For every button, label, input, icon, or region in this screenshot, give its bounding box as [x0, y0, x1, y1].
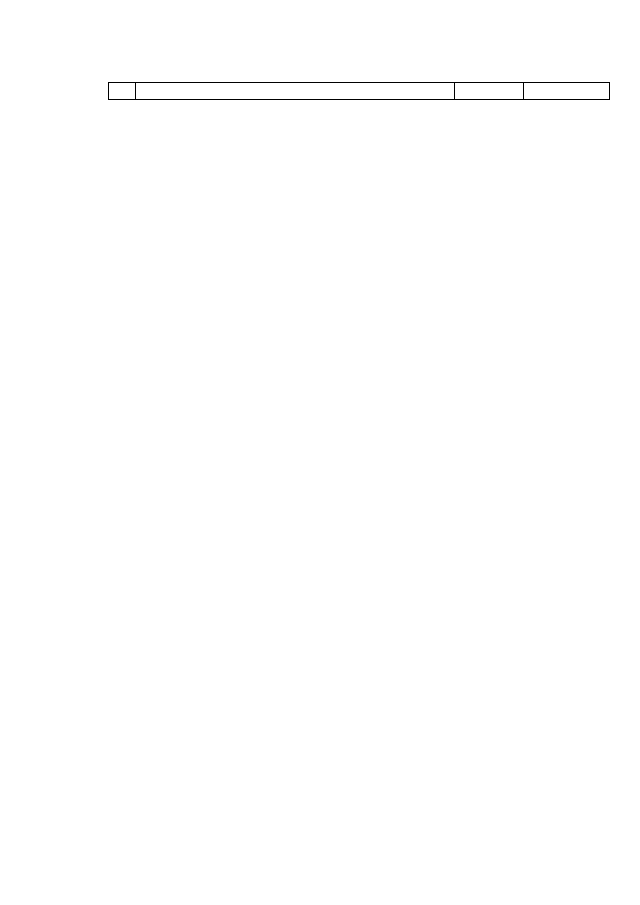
header-col-3: [455, 83, 524, 100]
table-header: [108, 82, 610, 100]
header-col-4: [524, 83, 610, 100]
header-col-1: [109, 83, 136, 100]
header-col-2: [136, 83, 455, 100]
